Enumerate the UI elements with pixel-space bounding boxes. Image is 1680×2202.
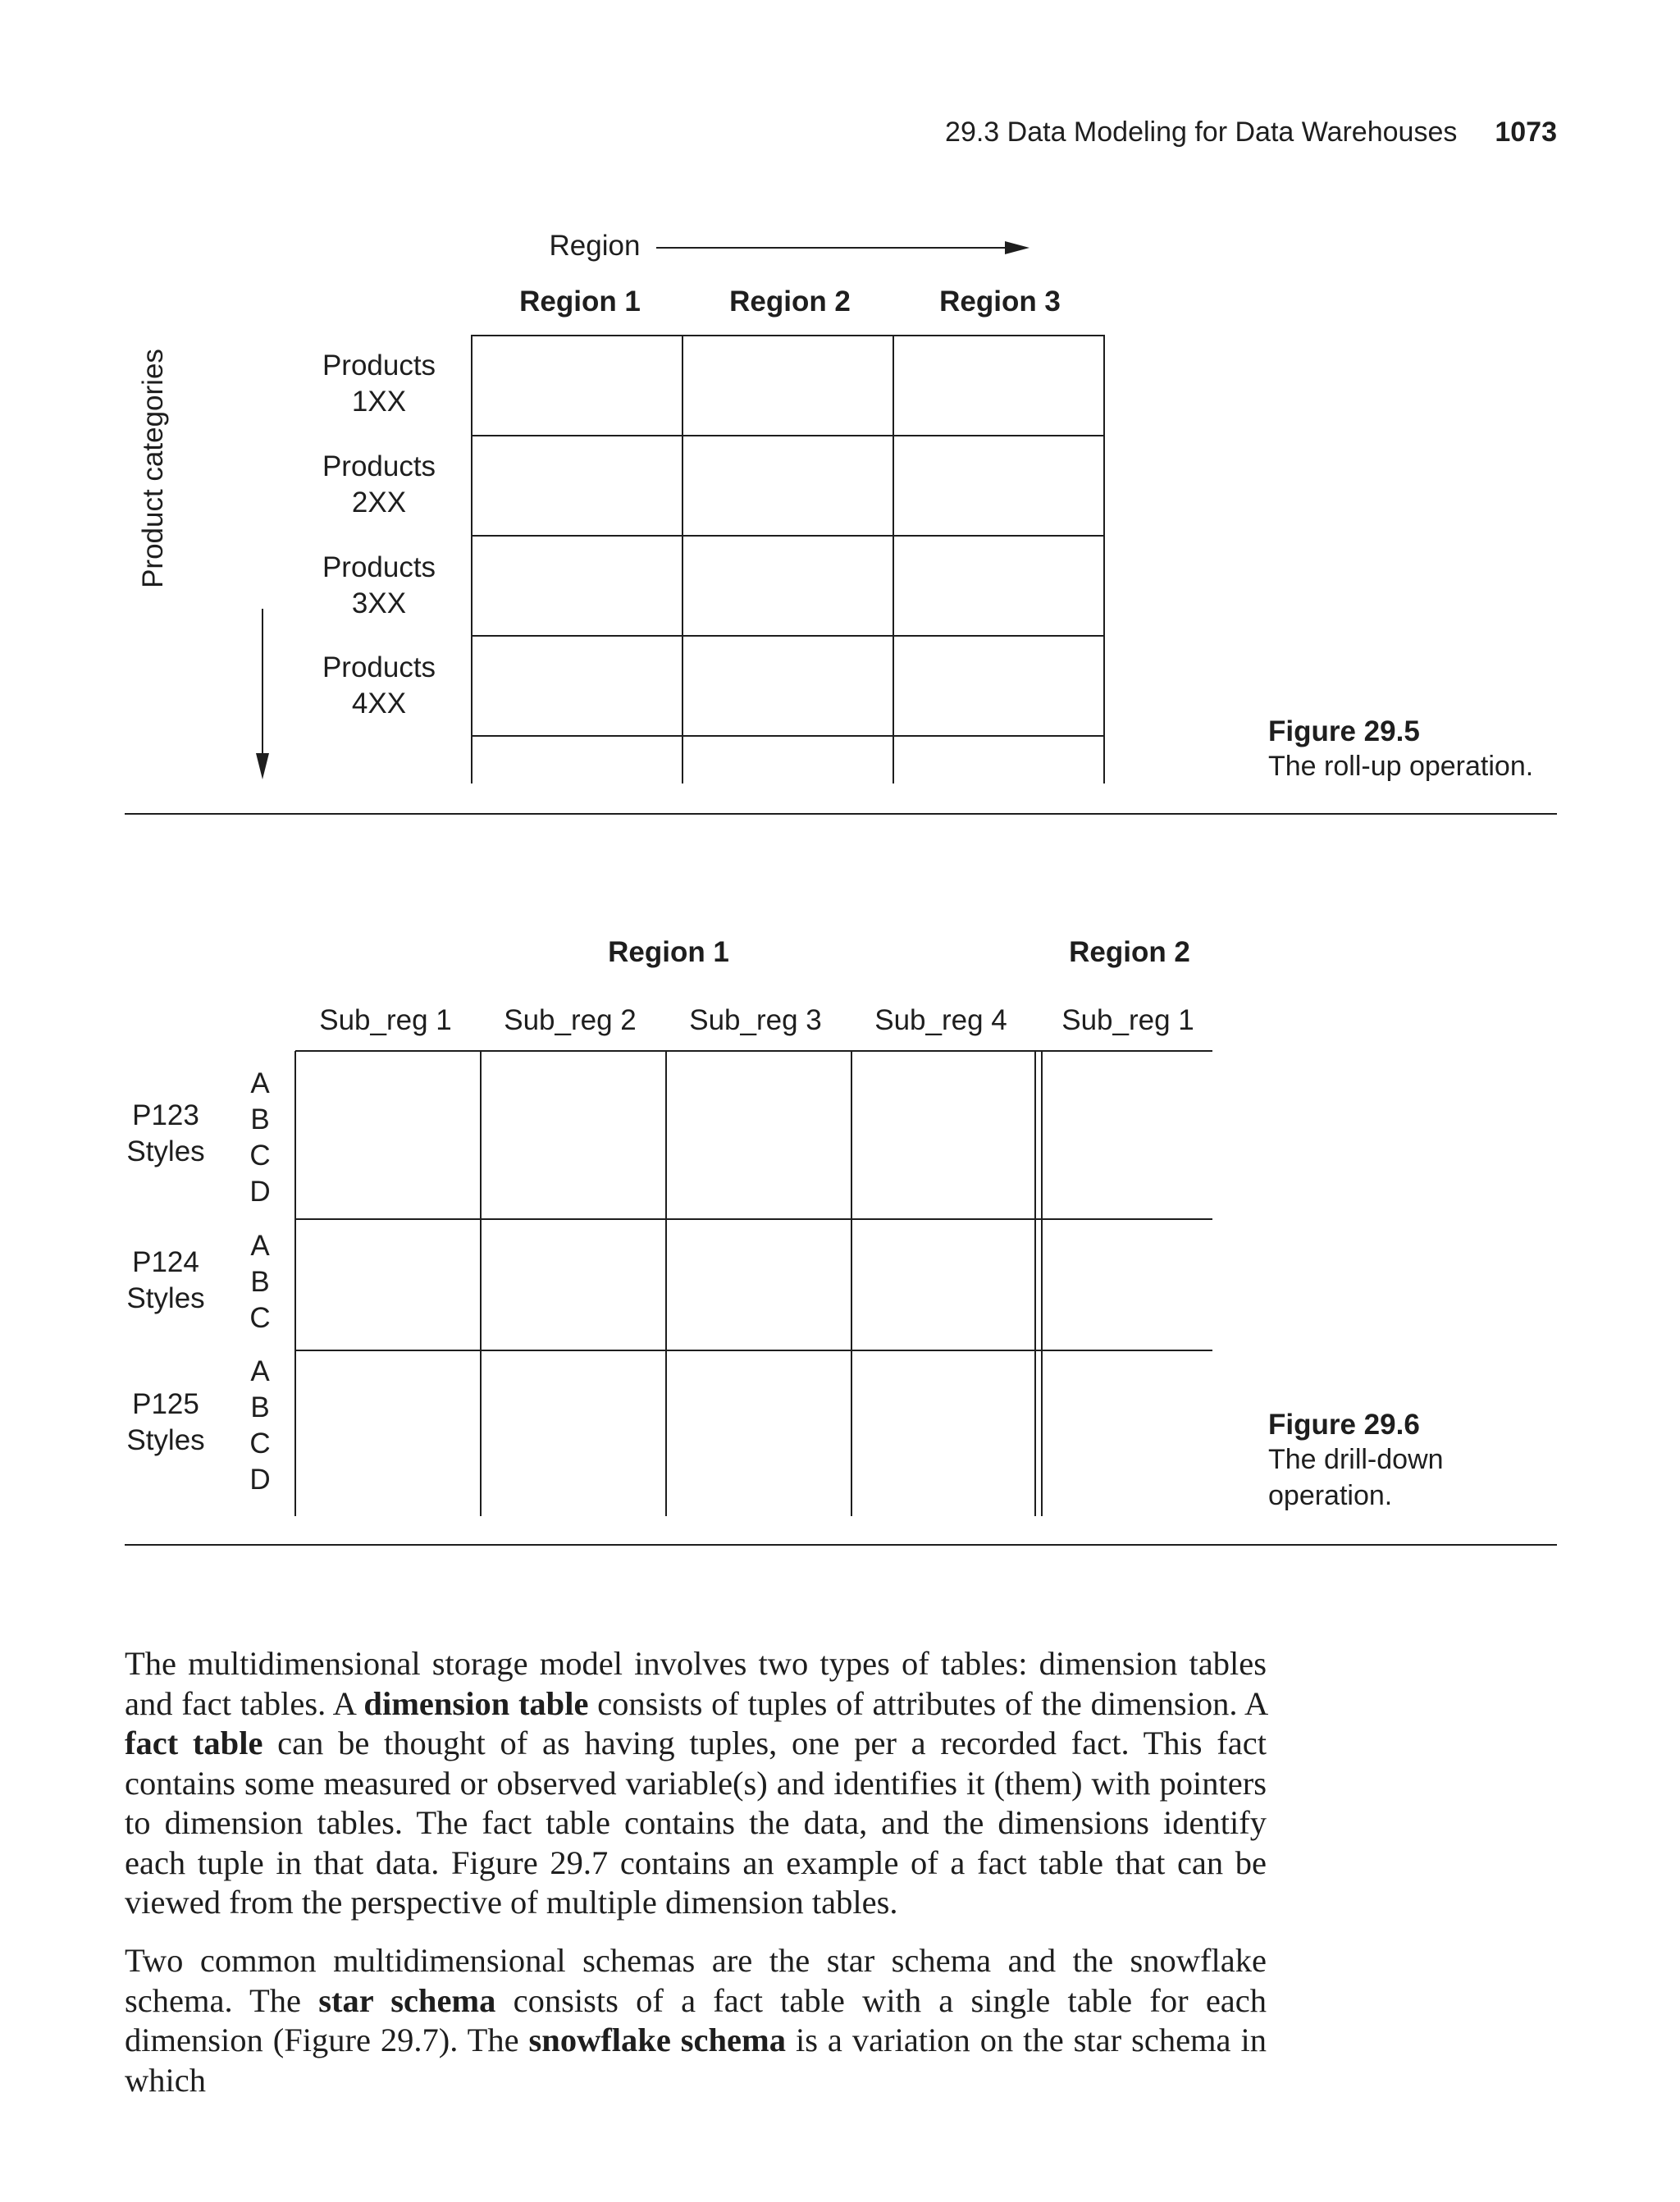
style-letter: C [249,1140,271,1172]
row-group-line2: Styles [126,1135,205,1167]
row-label-line2: 3XX [351,587,407,619]
row-group-line1: P123 [132,1099,199,1131]
caption-title: Figure 29.5 [1268,715,1420,747]
caption-text-line2: operation. [1268,1480,1393,1511]
style-letter: B [250,1391,270,1423]
term-snowflake-schema: snowflake schema [528,2022,786,2058]
row-group-line1: P124 [132,1246,199,1278]
sub-column-header-sub-reg-3: Sub_reg 3 [689,1004,822,1036]
row-label-line2: 2XX [351,487,407,519]
column-header-region-3: Region 3 [939,286,1061,318]
row-group-line1: P125 [132,1388,199,1420]
region-arrow-head [1005,241,1029,254]
row-label-line2: 4XX [351,688,407,720]
sub-column-header-sub-reg-2: Sub_reg 2 [504,1004,637,1036]
term-dimension-table: dimension table [363,1684,589,1722]
group-header-region-1: Region 1 [608,936,729,968]
column-header-region-2: Region 2 [729,286,851,318]
style-letter: C [249,1302,271,1334]
row-label-line1: Products [322,551,436,583]
caption-text-line1: The drill-down [1268,1444,1444,1475]
style-letter: B [250,1103,270,1135]
style-letter: B [250,1266,270,1298]
product-categories-axis-label: Product categories [137,349,169,588]
body-paragraph-2 [125,1941,1267,2100]
body-paragraph-1 [125,1644,1267,1923]
section-title: 29.3 Data Modeling for Data Warehouses [945,116,1458,148]
body-text-run: can be thought of as having tuples, one per a recorded fact. This fact contains some measured or observed variable(s) and identifies it (them) with pointers to dimension tables. The fact table contains the data, and the dimensions identify each tuple in that data. Figure 29.7 contains an example of a fact table that can be viewed from the perspective of multiple dimension tables. [125,1725,1267,1921]
row-label-line1: Products [322,349,436,381]
style-letter: C [249,1428,271,1460]
body-text-run: is a variation on the star schema in which [125,2022,1267,2099]
style-letter: D [249,1176,271,1208]
body-text-run: The multidimensional storage model involves two types of tables: dimension tables and fact tables. A [125,1645,1267,1722]
sub-column-header-sub-reg-1: Sub_reg 1 [319,1004,452,1036]
term-fact-table: fact table [125,1725,263,1761]
style-letter: D [249,1464,271,1496]
row-label-line1: Products [322,651,436,683]
sub-column-header-sub-reg-4: Sub_reg 4 [874,1004,1007,1036]
row-label-line2: 1XX [351,386,407,418]
product-arrow-head [256,753,269,779]
region-axis-label: Region [549,230,641,262]
group-header-region-2: Region 2 [1069,936,1190,968]
caption-title: Figure 29.6 [1268,1409,1420,1441]
body-text-run: consists of tuples of attributes of the dimension. A [588,1684,1267,1722]
style-letter: A [250,1067,270,1099]
row-label-line1: Products [322,450,436,482]
figure-divider-2 [125,1544,1557,1546]
page-number: 1073 [1495,116,1557,148]
body-text-run: Two common multidimensional schemas are the star schema and the snowflake schema. The [125,1942,1267,2019]
column-header-region-1: Region 1 [519,286,641,318]
row-group-line2: Styles [126,1282,205,1314]
style-letter: A [250,1230,270,1262]
figure-29-6-caption [1268,1409,1564,1514]
figure-divider-1 [125,813,1557,815]
caption-text: The roll-up operation. [1268,751,1534,782]
style-letter: A [250,1355,270,1387]
body-text-run: consists of a fact table with a single table for each dimension (Figure 29.7). The [125,1981,1267,2058]
sub-column-header-region-2-sub-reg-1: Sub_reg 1 [1061,1004,1194,1036]
figure-29-5-caption [1268,715,1564,784]
figure-29-5-grid [0,0,1680,820]
row-group-line2: Styles [126,1424,205,1456]
term-star-schema: star schema [318,1981,496,2019]
